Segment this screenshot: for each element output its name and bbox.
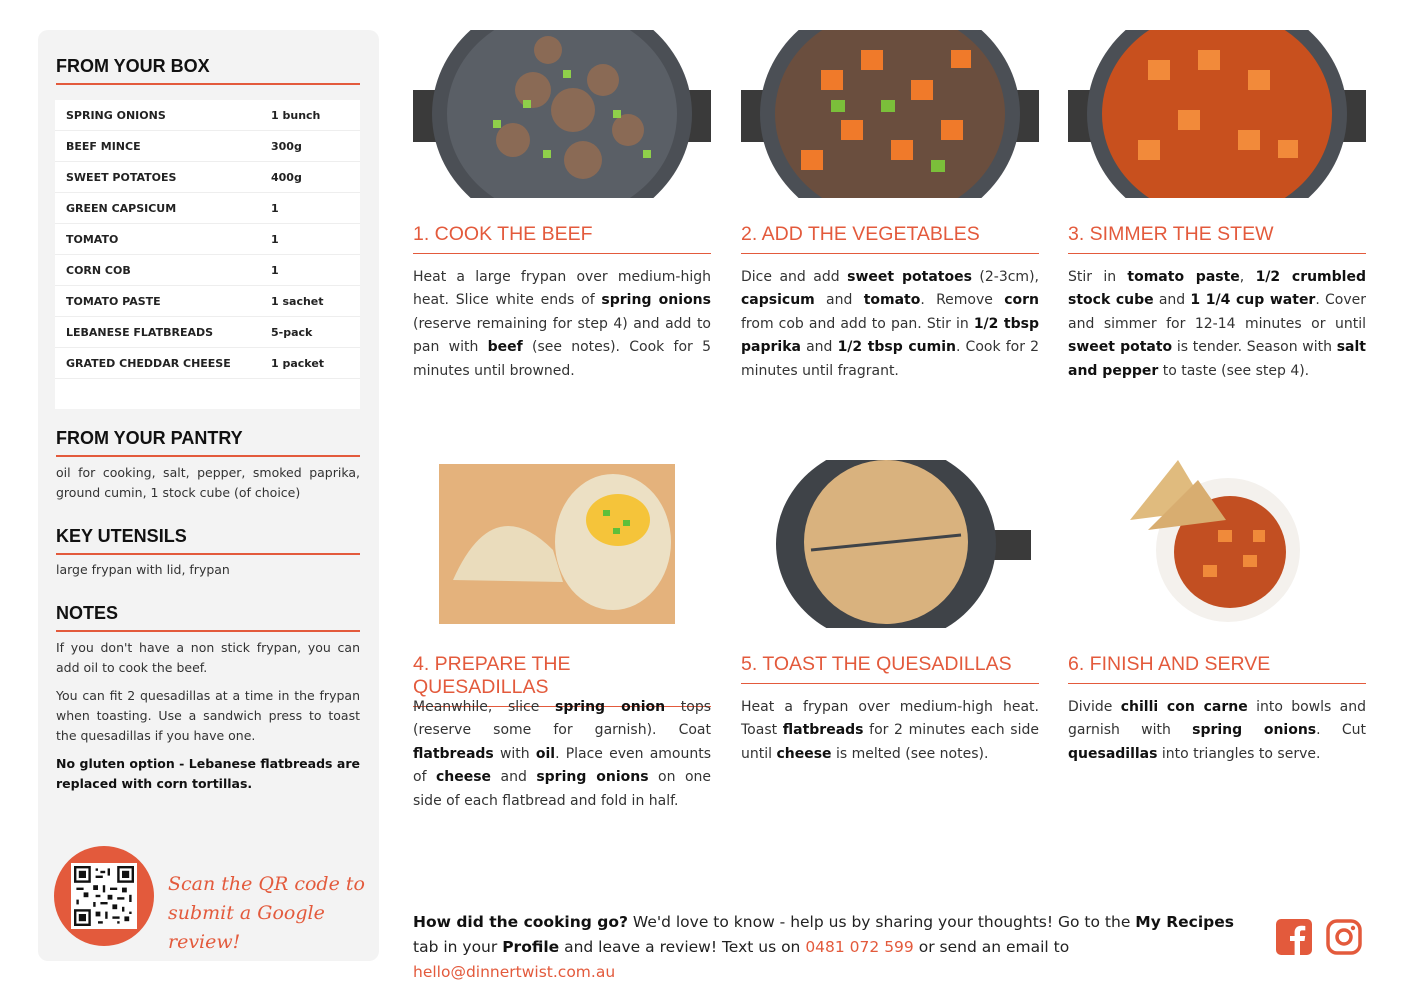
step-instructions [1068,696,1366,766]
instruction-text: Dice and add [741,269,848,285]
ingredient-highlight: quesadillas [1068,745,1158,762]
ingredient-highlight: 1/2 crumbled stock cube [1068,269,1366,309]
step-title: 3. SIMMER THE STEW [1068,223,1366,254]
instruction-text: . Cut [1316,722,1366,739]
step-instructions [1068,266,1366,383]
instruction-text: for 2 minutes each side until [741,722,1039,762]
sidebar-panel [38,30,379,961]
instruction-text: on one side of each flatbread and fold in half. [413,769,711,809]
step-title: 2. ADD THE VEGETABLES [741,223,1039,254]
ingredient-row: GRATED CHEDDAR CHEESE 1 packet [55,348,360,379]
instruction-text: and [800,339,838,356]
ingredient-highlight: sweet potato [1068,339,1173,356]
qr-caption: Scan the QR code to submit a Google review! [168,873,365,953]
instruction-text: tops (reserve some for garnish). Coat [413,699,711,739]
ingredient-row: GREEN CAPSICUM 1 [55,193,360,224]
ingredient-row: SPRING ONIONS 1 bunch [55,100,360,131]
pantry-section-title: FROM YOUR PANTRY [56,428,360,457]
ingredient-row: BEEF MINCE 300g [55,131,360,162]
ingredient-highlight: capsicum [741,292,815,309]
instruction-text: Stir in [1068,269,1128,285]
step-instructions [413,266,711,383]
email-link[interactable]: hello@dinnertwist.com.au [413,963,616,981]
instruction-text: is tender. Season with [1172,339,1337,356]
step-instructions [741,266,1039,383]
instruction-text: and [814,292,864,309]
footer-feedback: How did the cooking go? We'd love to know - help us by sharing your thoughts! Go to the My Recipes tab in your Profile and leave a review! Text us on 0481 072 599 or send an email to hello@dinnertwist.com.au [413,913,1234,981]
instruction-text: Divide [1068,699,1121,715]
ingredient-row: CORN COB 1 [55,255,360,286]
ingredient-highlight: flatbreads [782,722,864,739]
instruction-text: Heat a large frypan over medium-high heat. Slice white ends of [413,269,711,309]
instruction-text: (see notes). Cook for 5 minutes until browned. [413,339,711,379]
instruction-text: . Remove [920,292,1005,309]
ingredient-highlight: spring onions [1192,722,1317,739]
ingredient-highlight: cheese [776,745,832,762]
step-title: 4. PREPARE THE QUESADILLAS [413,653,711,707]
ingredient-highlight: tomato [863,292,921,309]
qr-badge[interactable] [54,846,154,946]
instruction-text: from cob and add to pan. Stir in [741,315,974,332]
step-photo-toast [741,460,1039,628]
instruction-text: is melted (see notes). [831,745,989,762]
ingredient-row: SWEET POTATOES 400g [55,162,360,193]
instruction-text: and [1153,292,1191,309]
step-instructions [413,696,711,813]
step-5 [741,460,1039,830]
note-gluten-free: No gluten option - Lebanese flatbreads are replaced with corn tortillas. [56,756,360,791]
utensils-section-title: KEY UTENSILS [56,526,360,555]
ingredient-highlight: sweet potatoes [847,269,972,285]
instagram-icon[interactable] [1326,919,1362,955]
qr-code-icon [71,863,137,929]
step-photo-prepare [413,460,711,628]
facebook-icon[interactable] [1276,919,1312,955]
instruction-text: and [491,769,537,786]
ingredient-row: TOMATO PASTE 1 sachet [55,286,360,317]
instruction-text: . Place even amounts of [413,745,712,786]
step-title: 5. TOAST THE QUESADILLAS [741,653,1039,684]
instruction-text: . Cook for 2 minutes until fragrant. [741,339,1039,379]
ingredient-highlight: corn [1004,292,1039,309]
pantry-text: oil for cooking, salt, pepper, smoked paprika, ground cumin, 1 stock cube (of choice) [56,465,360,500]
instruction-text: Meanwhile, slice [413,699,556,715]
instruction-text: . Cover and simmer for 12-14 minutes or until [1068,292,1366,332]
instruction-text: (reserve remaining for step 4) and add to pan with [413,315,711,356]
instruction-text: (2-3cm), [971,269,1039,285]
ingredient-highlight: salt and pepper [1068,339,1366,379]
ingredient-highlight: chilli con carne [1120,699,1248,715]
instruction-text: into bowls and garnish with [1068,699,1367,739]
instruction-text: Heat a frypan over medium-high heat. Toast [741,699,1039,739]
ingredient-highlight: spring onions [536,769,649,786]
step-6 [1068,460,1366,830]
ingredient-highlight: spring onions [601,292,711,309]
ingredient-row-empty [55,379,360,409]
ingredient-highlight: tomato paste [1127,269,1240,285]
instruction-text: to taste (see step 4). [1158,362,1310,379]
step-photo-stew [1068,30,1366,198]
step-4 [413,460,711,830]
ingredient-highlight: 1/2 tbsp cumin [837,339,956,356]
box-section-title: FROM YOUR BOX [56,56,360,85]
ingredient-highlight: 1 1/4 cup water [1190,292,1316,309]
step-photo-beef [413,30,711,198]
ingredient-highlight: 1/2 tbsp paprika [741,315,1039,356]
ingredient-row: TOMATO 1 [55,224,360,255]
box-ingredient-table [55,100,360,409]
step-2 [741,30,1039,400]
step-instructions [741,696,1039,766]
ingredient-highlight: spring onion [555,699,666,715]
step-1 [413,30,711,400]
utensils-text: large frypan with lid, frypan [56,562,230,577]
step-title: 1. COOK THE BEEF [413,223,711,254]
step-title: 6. FINISH AND SERVE [1068,653,1366,684]
notes-section-title: NOTES [56,603,360,632]
ingredient-highlight: flatbreads [413,745,494,762]
instruction-text: into triangles to serve. [1157,745,1321,762]
note-text: If you don't have a non stick frypan, you can add oil to cook the beef. [56,640,360,675]
step-photo-serve [1068,460,1366,628]
phone-link[interactable]: 0481 072 599 [805,938,914,956]
ingredient-highlight: cheese [435,769,492,786]
instruction-text: with [493,745,536,762]
step-3 [1068,30,1366,400]
ingredient-highlight: beef [487,339,523,356]
ingredient-row: LEBANESE FLATBREADS 5-pack [55,317,360,348]
step-photo-vegetables [741,30,1039,198]
note-text: You can fit 2 quesadillas at a time in the frypan when toasting. Use a sandwich press to toast the quesadillas if you have one. [56,688,360,743]
instruction-text: , [1239,269,1256,285]
ingredient-highlight: oil [535,745,556,762]
